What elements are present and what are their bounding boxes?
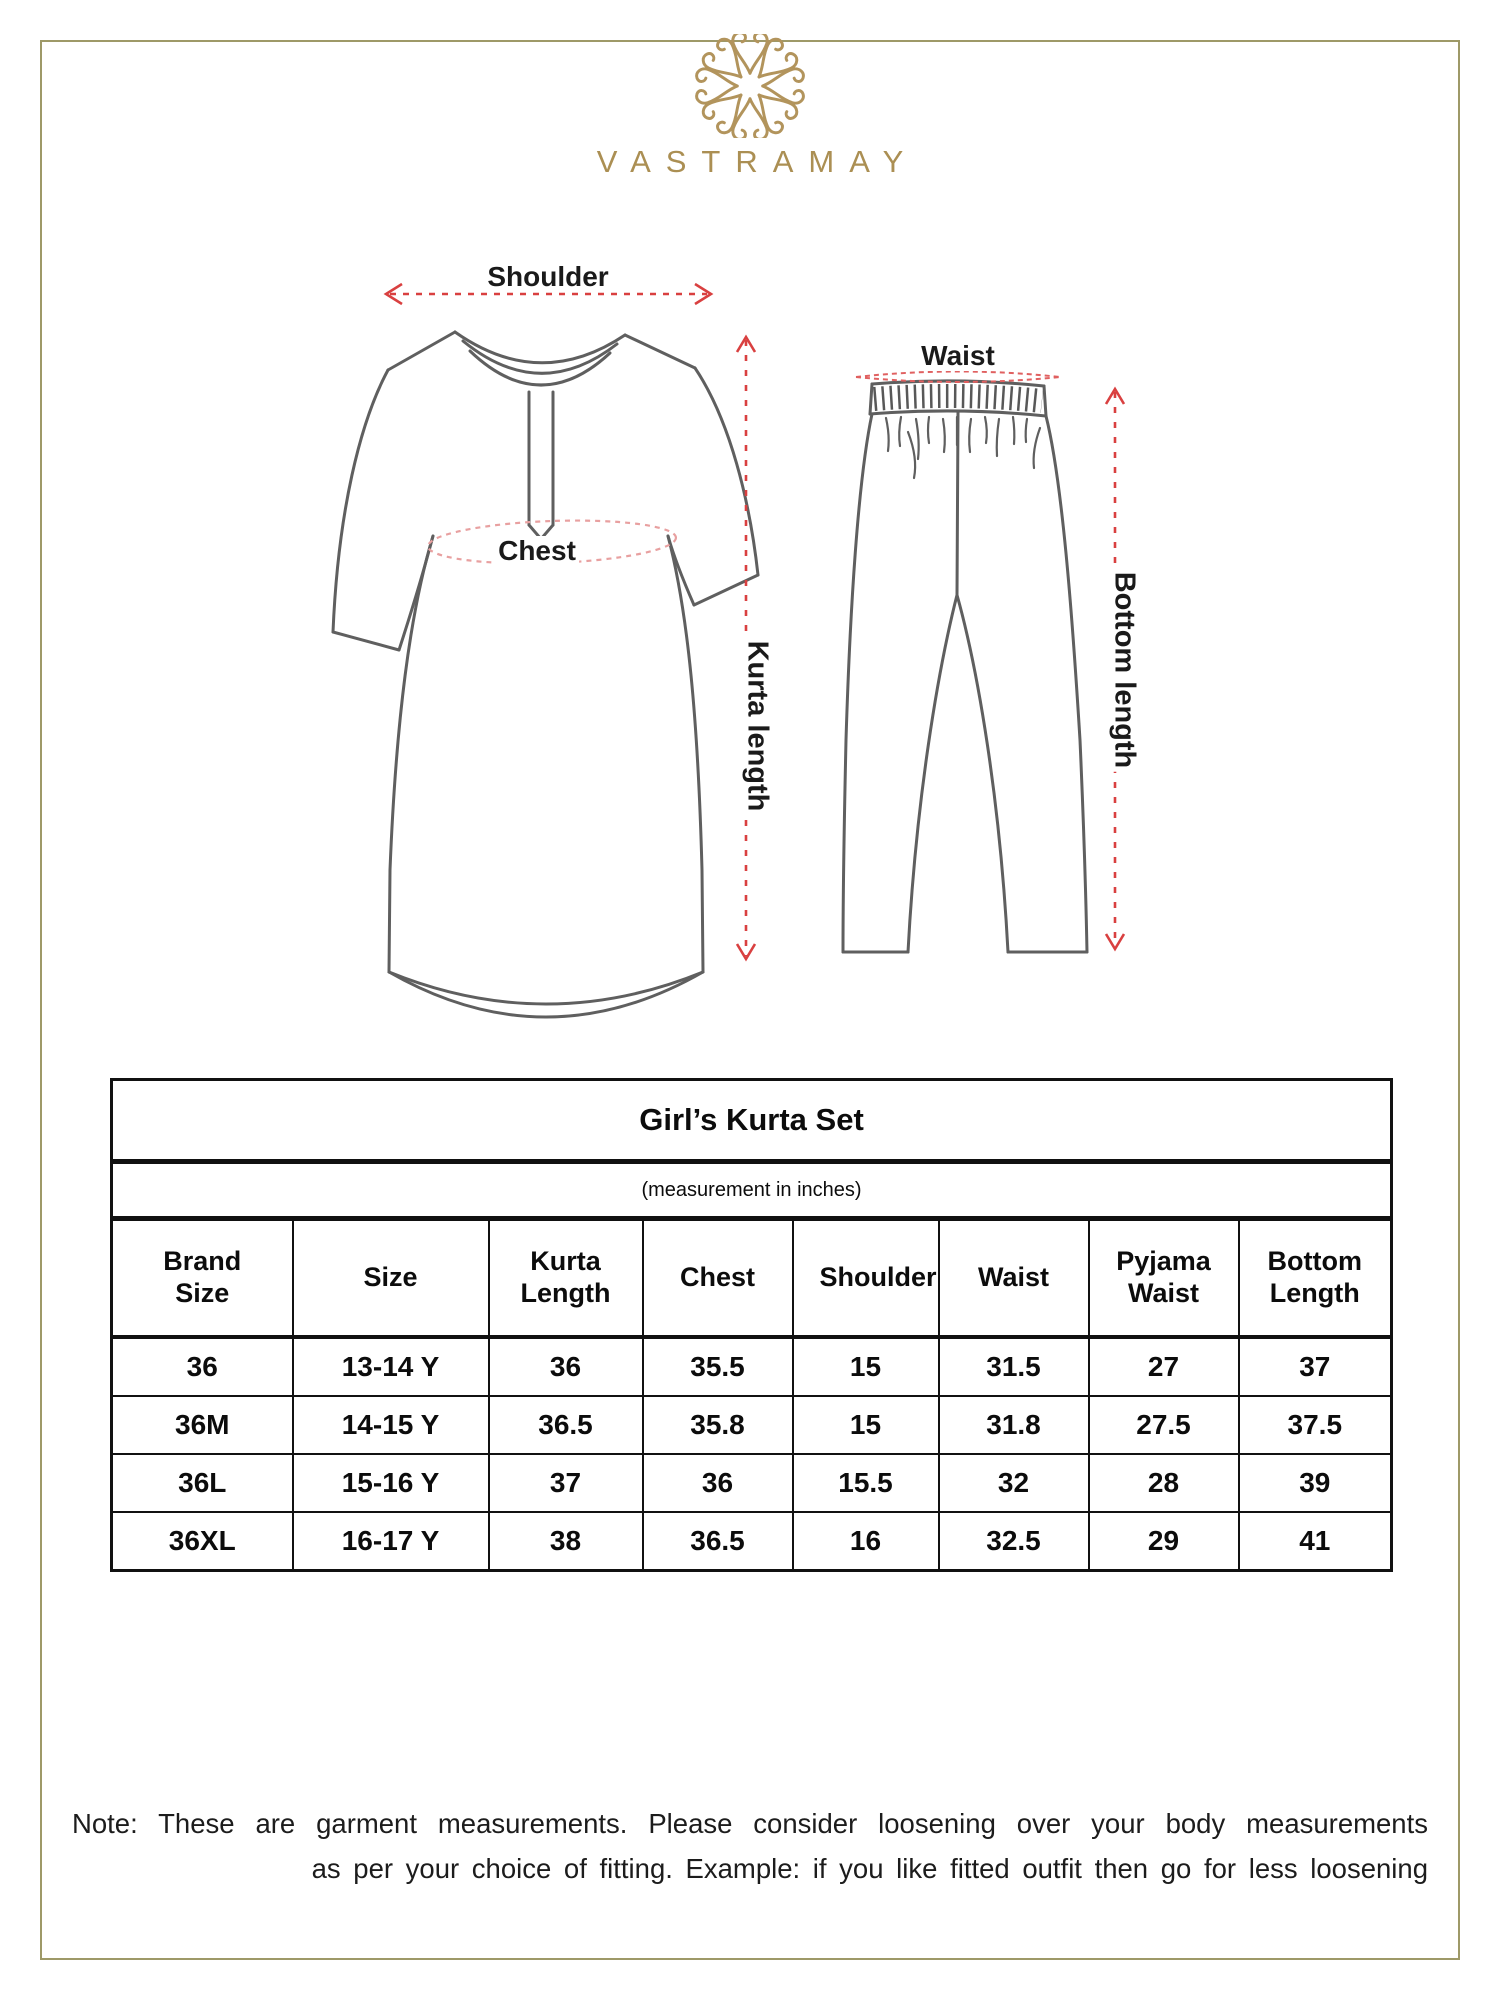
col-header-pyjama-waist: Pyjama Waist <box>1089 1219 1239 1338</box>
cell-bottom-length: 37.5 <box>1239 1396 1392 1454</box>
cell-shoulder: 15 <box>793 1396 939 1454</box>
garment-sketch-svg <box>0 180 1500 1080</box>
cell-size: 14-15 Y <box>293 1396 489 1454</box>
cell-bottom-length: 41 <box>1239 1512 1392 1571</box>
cell-size: 15-16 Y <box>293 1454 489 1512</box>
cell-shoulder: 15 <box>793 1337 939 1396</box>
cell-waist: 31.8 <box>939 1396 1089 1454</box>
table-row <box>112 1454 1392 1512</box>
col-header-shoulder: Shoulder <box>793 1219 939 1338</box>
brand-flourish-icon <box>691 34 809 138</box>
table-row <box>112 1337 1392 1396</box>
table-subtitle: (measurement in inches) <box>112 1162 1392 1219</box>
col-header-kurta-length: Kurta Length <box>489 1219 643 1338</box>
cell-size: 16-17 Y <box>293 1512 489 1571</box>
cell-kurta-length: 38 <box>489 1512 643 1571</box>
cell-brand-size: 36 <box>112 1337 293 1396</box>
cell-brand-size: 36M <box>112 1396 293 1454</box>
cell-kurta-length: 36.5 <box>489 1396 643 1454</box>
cell-chest: 35.8 <box>643 1396 793 1454</box>
table-title-row <box>112 1080 1392 1162</box>
cell-pyjama-waist: 28 <box>1089 1454 1239 1512</box>
note-line-1: Note: These are garment measurements. Please consider loosening over your body measurements <box>72 1808 1428 1839</box>
cell-pyjama-waist: 29 <box>1089 1512 1239 1571</box>
waist-label: Waist <box>918 341 998 371</box>
cell-waist: 31.5 <box>939 1337 1089 1396</box>
cell-shoulder: 15.5 <box>793 1454 939 1512</box>
cell-chest: 36.5 <box>643 1512 793 1571</box>
table-row <box>112 1512 1392 1571</box>
chest-label: Chest <box>495 536 579 566</box>
col-header-waist: Waist <box>939 1219 1089 1338</box>
col-header-brand-size: Brand Size <box>112 1219 293 1338</box>
table-title: Girl’s Kurta Set <box>112 1080 1392 1162</box>
cell-waist: 32 <box>939 1454 1089 1512</box>
kurta-drawing <box>333 332 758 1017</box>
cell-kurta-length: 37 <box>489 1454 643 1512</box>
note-line-2: as per your choice of fitting. Example: if you like fitted outfit then go for less loosening <box>311 1852 1428 1884</box>
measurement-note <box>72 1802 1428 1891</box>
cell-brand-size: 36L <box>112 1454 293 1512</box>
cell-kurta-length: 36 <box>489 1337 643 1396</box>
measurement-diagram <box>0 180 1500 1080</box>
table-row <box>112 1396 1392 1454</box>
col-header-chest: Chest <box>643 1219 793 1338</box>
col-header-bottom-length: Bottom Length <box>1239 1219 1392 1338</box>
shoulder-label: Shoulder <box>484 262 611 292</box>
cell-shoulder: 16 <box>793 1512 939 1571</box>
cell-brand-size: 36XL <box>112 1512 293 1571</box>
cell-bottom-length: 39 <box>1239 1454 1392 1512</box>
table-subtitle-row <box>112 1162 1392 1219</box>
kurta-length-label: Kurta length <box>742 638 773 815</box>
table-header-row <box>112 1219 1392 1338</box>
cell-size: 13-14 Y <box>293 1337 489 1396</box>
cell-bottom-length: 37 <box>1239 1337 1392 1396</box>
cell-waist: 32.5 <box>939 1512 1089 1571</box>
size-chart-table <box>110 1078 1393 1572</box>
brand-name: VASTRAMAY <box>596 144 919 179</box>
cell-chest: 36 <box>643 1454 793 1512</box>
cell-pyjama-waist: 27 <box>1089 1337 1239 1396</box>
pyjama-drawing <box>843 381 1087 952</box>
cell-chest: 35.5 <box>643 1337 793 1396</box>
cell-pyjama-waist: 27.5 <box>1089 1396 1239 1454</box>
bottom-length-label: Bottom length <box>1109 569 1140 772</box>
brand-header <box>0 34 1500 180</box>
col-header-size: Size <box>293 1219 489 1338</box>
